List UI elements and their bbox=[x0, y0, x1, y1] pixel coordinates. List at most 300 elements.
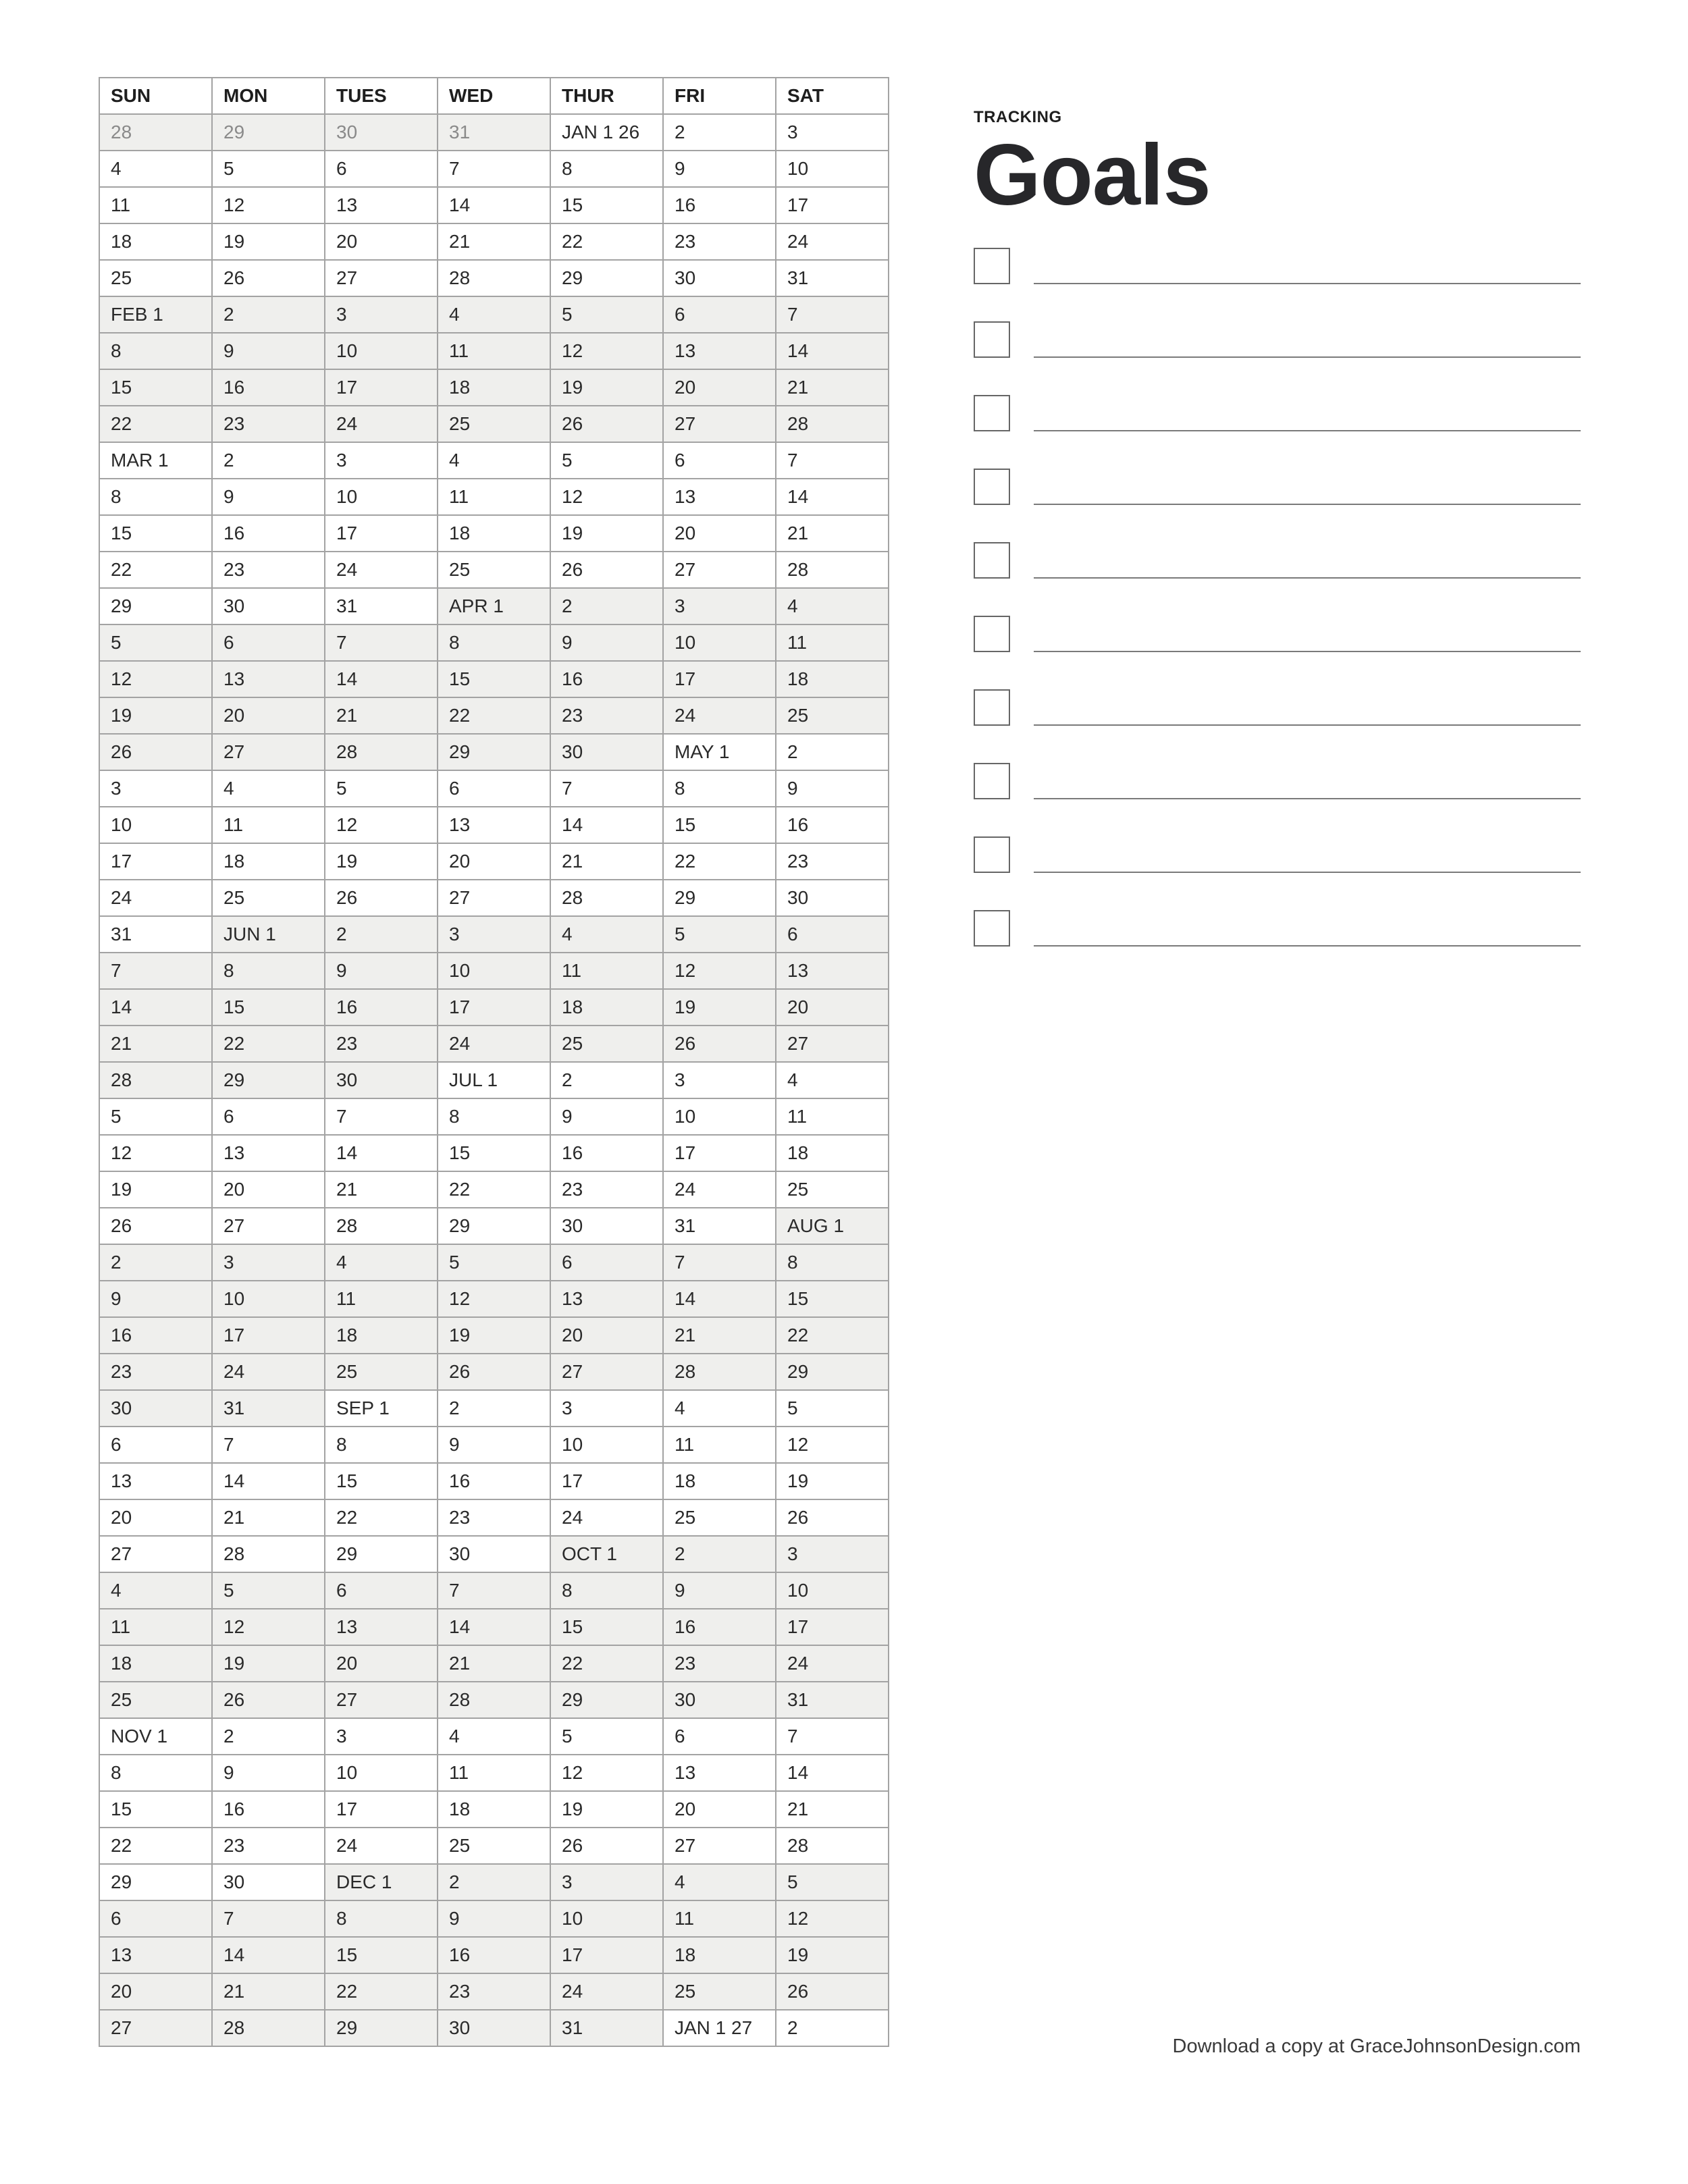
calendar-day-cell: 25 bbox=[438, 406, 550, 442]
calendar-day-cell: 21 bbox=[550, 843, 663, 880]
calendar-day-cell: 2 bbox=[212, 1718, 325, 1755]
calendar-day-cell: 6 bbox=[663, 1718, 776, 1755]
calendar-day-cell: 2 bbox=[438, 1390, 550, 1427]
calendar-week-row bbox=[99, 880, 889, 916]
calendar-week-row bbox=[99, 1427, 889, 1463]
calendar-day-cell: 8 bbox=[325, 1427, 438, 1463]
calendar-day-cell: 3 bbox=[99, 770, 212, 807]
calendar-day-cell: 18 bbox=[550, 989, 663, 1026]
calendar-day-cell: 27 bbox=[438, 880, 550, 916]
calendar-day-cell: 31 bbox=[550, 2010, 663, 2046]
calendar-day-cell: 16 bbox=[663, 187, 776, 223]
calendar-day-cell: 28 bbox=[776, 1828, 889, 1864]
calendar-day-cell: 5 bbox=[212, 1572, 325, 1609]
calendar-day-cell: 30 bbox=[438, 1536, 550, 1572]
calendar-week-row bbox=[99, 1937, 889, 1973]
calendar-day-cell: 21 bbox=[99, 1026, 212, 1062]
calendar-day-cell: 10 bbox=[776, 151, 889, 187]
calendar-week-row bbox=[99, 1317, 889, 1354]
calendar-day-cell: 5 bbox=[776, 1864, 889, 1900]
calendar-day-cell: 24 bbox=[663, 1171, 776, 1208]
calendar-day-cell: 28 bbox=[99, 114, 212, 151]
goal-write-line[interactable] bbox=[1034, 356, 1581, 358]
goal-item bbox=[974, 542, 1581, 581]
calendar-day-cell: 23 bbox=[438, 1499, 550, 1536]
calendar-day-cell: 25 bbox=[663, 1499, 776, 1536]
goal-write-line[interactable] bbox=[1034, 724, 1581, 726]
calendar-day-cell: 3 bbox=[663, 1062, 776, 1098]
calendar-day-cell: 26 bbox=[438, 1354, 550, 1390]
goal-checkbox[interactable] bbox=[974, 542, 1010, 579]
calendar-day-cell: 24 bbox=[325, 1828, 438, 1864]
calendar-day-cell: 6 bbox=[438, 770, 550, 807]
calendar-week-row bbox=[99, 770, 889, 807]
calendar-day-cell: 23 bbox=[776, 843, 889, 880]
calendar-day-cell: 4 bbox=[438, 1718, 550, 1755]
calendar-day-cell: 21 bbox=[325, 1171, 438, 1208]
calendar-day-cell: 6 bbox=[212, 624, 325, 661]
calendar-day-cell: 4 bbox=[663, 1390, 776, 1427]
calendar-day-cell: 16 bbox=[438, 1463, 550, 1499]
calendar-day-cell: 22 bbox=[438, 697, 550, 734]
calendar-day-cell: 27 bbox=[99, 2010, 212, 2046]
calendar-day-cell: 27 bbox=[212, 734, 325, 770]
calendar-day-cell: 23 bbox=[212, 1828, 325, 1864]
goal-checkbox[interactable] bbox=[974, 910, 1010, 947]
goal-checkbox[interactable] bbox=[974, 248, 1010, 284]
calendar-week-row bbox=[99, 916, 889, 953]
calendar-day-cell: 14 bbox=[776, 333, 889, 369]
calendar-day-cell: 20 bbox=[99, 1973, 212, 2010]
calendar-day-cell: 27 bbox=[663, 406, 776, 442]
calendar-day-cell: 25 bbox=[325, 1354, 438, 1390]
calendar-day-cell: 18 bbox=[663, 1463, 776, 1499]
calendar-day-cell: 7 bbox=[776, 1718, 889, 1755]
calendar-day-cell: 5 bbox=[776, 1390, 889, 1427]
calendar-day-cell: 18 bbox=[438, 369, 550, 406]
calendar-day-cell: 30 bbox=[438, 2010, 550, 2046]
calendar-day-cell: 23 bbox=[212, 552, 325, 588]
calendar-day-cell: 15 bbox=[550, 1609, 663, 1645]
calendar-day-cell: 27 bbox=[776, 1026, 889, 1062]
calendar-week-row bbox=[99, 588, 889, 624]
calendar-day-cell: 11 bbox=[99, 1609, 212, 1645]
calendar-day-cell: 3 bbox=[776, 1536, 889, 1572]
calendar-week-row bbox=[99, 953, 889, 989]
goal-checkbox[interactable] bbox=[974, 395, 1010, 431]
calendar-day-cell: 14 bbox=[776, 1755, 889, 1791]
calendar-week-row bbox=[99, 1645, 889, 1682]
calendar-day-cell: 12 bbox=[212, 1609, 325, 1645]
calendar-day-cell: 6 bbox=[663, 296, 776, 333]
calendar-day-cell: 5 bbox=[550, 1718, 663, 1755]
day-header-wed: WED bbox=[438, 78, 550, 114]
calendar-day-cell: 15 bbox=[325, 1937, 438, 1973]
calendar-week-row bbox=[99, 1536, 889, 1572]
calendar-day-cell: 10 bbox=[550, 1427, 663, 1463]
calendar-day-cell: 6 bbox=[663, 442, 776, 479]
calendar-day-cell: 26 bbox=[212, 1682, 325, 1718]
calendar-day-cell: 22 bbox=[663, 843, 776, 880]
calendar-day-cell: 11 bbox=[663, 1900, 776, 1937]
goal-checkbox[interactable] bbox=[974, 763, 1010, 799]
calendar-day-cell: 16 bbox=[550, 1135, 663, 1171]
calendar-day-cell: 30 bbox=[325, 1062, 438, 1098]
calendar-day-cell: 26 bbox=[99, 1208, 212, 1244]
calendar-week-row bbox=[99, 1135, 889, 1171]
calendar-day-cell: 5 bbox=[663, 916, 776, 953]
calendar-day-cell: 13 bbox=[438, 807, 550, 843]
calendar-day-cell: 12 bbox=[99, 661, 212, 697]
calendar-day-cell: 20 bbox=[438, 843, 550, 880]
calendar-day-cell: 4 bbox=[438, 296, 550, 333]
calendar-day-cell: 11 bbox=[663, 1427, 776, 1463]
calendar-day-cell: 5 bbox=[325, 770, 438, 807]
calendar-day-cell: 30 bbox=[663, 1682, 776, 1718]
calendar-day-cell: 24 bbox=[550, 1499, 663, 1536]
calendar-day-cell: 22 bbox=[550, 223, 663, 260]
calendar-day-cell: 10 bbox=[663, 1098, 776, 1135]
calendar-day-cell: 26 bbox=[776, 1499, 889, 1536]
calendar-day-cell: 13 bbox=[325, 187, 438, 223]
calendar-day-cell: 28 bbox=[663, 1354, 776, 1390]
calendar-day-cell: 17 bbox=[550, 1937, 663, 1973]
calendar-day-cell: 18 bbox=[212, 843, 325, 880]
calendar-week-row bbox=[99, 187, 889, 223]
calendar-day-cell: 22 bbox=[325, 1973, 438, 2010]
calendar-day-cell: 12 bbox=[776, 1900, 889, 1937]
calendar-day-cell: 13 bbox=[99, 1937, 212, 1973]
calendar-day-cell: 8 bbox=[99, 333, 212, 369]
calendar-day-cell: 17 bbox=[325, 515, 438, 552]
calendar-day-cell: 26 bbox=[212, 260, 325, 296]
calendar-day-cell: 25 bbox=[438, 552, 550, 588]
calendar-day-cell: 20 bbox=[663, 1791, 776, 1828]
calendar-day-cell: 8 bbox=[776, 1244, 889, 1281]
calendar-week-row bbox=[99, 515, 889, 552]
calendar-day-cell: 29 bbox=[550, 1682, 663, 1718]
calendar-day-cell: 28 bbox=[99, 1062, 212, 1098]
calendar-day-cell: 19 bbox=[99, 1171, 212, 1208]
calendar-week-row bbox=[99, 223, 889, 260]
calendar-day-cell: 23 bbox=[663, 1645, 776, 1682]
calendar-day-cell: 16 bbox=[325, 989, 438, 1026]
calendar-day-cell: 2 bbox=[212, 296, 325, 333]
calendar-day-cell: 9 bbox=[550, 1098, 663, 1135]
calendar-day-cell: 23 bbox=[438, 1973, 550, 2010]
calendar-day-cell: 7 bbox=[99, 953, 212, 989]
calendar-day-cell: 17 bbox=[325, 369, 438, 406]
calendar-day-cell: 29 bbox=[438, 734, 550, 770]
goal-checkbox[interactable] bbox=[974, 689, 1010, 726]
calendar-day-cell: 8 bbox=[550, 1572, 663, 1609]
calendar-day-cell: 23 bbox=[663, 223, 776, 260]
calendar-day-cell: 18 bbox=[438, 515, 550, 552]
calendar-day-cell: 22 bbox=[99, 406, 212, 442]
calendar-day-cell: 7 bbox=[325, 1098, 438, 1135]
calendar-day-cell: 28 bbox=[776, 406, 889, 442]
calendar-day-cell: 27 bbox=[212, 1208, 325, 1244]
calendar-day-cell: 2 bbox=[663, 114, 776, 151]
calendar-day-cell: 12 bbox=[550, 1755, 663, 1791]
calendar-day-cell: 15 bbox=[99, 1791, 212, 1828]
calendar-day-cell: 28 bbox=[776, 552, 889, 588]
calendar-day-cell: 28 bbox=[325, 734, 438, 770]
day-header-sat: SAT bbox=[776, 78, 889, 114]
day-header-thur: THUR bbox=[550, 78, 663, 114]
calendar-day-cell: 19 bbox=[663, 989, 776, 1026]
calendar-day-cell: 29 bbox=[212, 114, 325, 151]
calendar-day-cell: 11 bbox=[212, 807, 325, 843]
calendar-day-cell: 18 bbox=[325, 1317, 438, 1354]
calendar-day-cell: 17 bbox=[776, 187, 889, 223]
calendar-day-cell: 15 bbox=[99, 369, 212, 406]
goal-checkbox[interactable] bbox=[974, 836, 1010, 873]
calendar-day-cell: 3 bbox=[550, 1864, 663, 1900]
calendar-day-cell: 31 bbox=[776, 260, 889, 296]
calendar-day-cell: 4 bbox=[99, 151, 212, 187]
calendar-day-cell: 10 bbox=[550, 1900, 663, 1937]
goal-checkbox[interactable] bbox=[974, 616, 1010, 652]
calendar-week-row bbox=[99, 2010, 889, 2046]
calendar-day-cell: 4 bbox=[776, 1062, 889, 1098]
calendar-day-cell: 12 bbox=[325, 807, 438, 843]
calendar-week-row bbox=[99, 1062, 889, 1098]
calendar-day-cell: 2 bbox=[550, 1062, 663, 1098]
goal-item bbox=[974, 469, 1581, 508]
calendar-day-cell: 23 bbox=[212, 406, 325, 442]
calendar-day-cell: 14 bbox=[212, 1463, 325, 1499]
calendar-day-cell: 16 bbox=[550, 661, 663, 697]
calendar-week-row bbox=[99, 1171, 889, 1208]
calendar-day-cell: APR 1 bbox=[438, 588, 550, 624]
calendar-day-cell: 5 bbox=[99, 1098, 212, 1135]
calendar-day-cell: 19 bbox=[212, 1645, 325, 1682]
calendar-day-cell: 12 bbox=[776, 1427, 889, 1463]
calendar-day-cell: 5 bbox=[550, 296, 663, 333]
calendar-day-cell: JAN 1 26 bbox=[550, 114, 663, 151]
calendar-day-cell: 25 bbox=[99, 1682, 212, 1718]
calendar-day-cell: 8 bbox=[212, 953, 325, 989]
calendar-day-cell: 15 bbox=[438, 1135, 550, 1171]
goal-write-line[interactable] bbox=[1034, 798, 1581, 799]
calendar-day-cell: 28 bbox=[550, 880, 663, 916]
calendar-day-cell: 18 bbox=[99, 1645, 212, 1682]
calendar-day-cell: 20 bbox=[212, 1171, 325, 1208]
calendar-day-cell: 10 bbox=[325, 333, 438, 369]
calendar-day-cell: 28 bbox=[438, 1682, 550, 1718]
calendar-day-cell: 6 bbox=[325, 151, 438, 187]
calendar-day-cell: 16 bbox=[99, 1317, 212, 1354]
calendar-day-cell: 28 bbox=[212, 1536, 325, 1572]
calendar-day-cell: 11 bbox=[776, 624, 889, 661]
calendar-day-cell: 10 bbox=[663, 624, 776, 661]
calendar-day-cell: 3 bbox=[663, 588, 776, 624]
calendar-day-cell: 20 bbox=[99, 1499, 212, 1536]
calendar-week-row bbox=[99, 1390, 889, 1427]
calendar-day-cell: 29 bbox=[212, 1062, 325, 1098]
calendar-week-row bbox=[99, 1026, 889, 1062]
calendar-day-cell: 10 bbox=[325, 479, 438, 515]
calendar-day-cell: 25 bbox=[663, 1973, 776, 2010]
calendar-day-cell: 4 bbox=[438, 442, 550, 479]
calendar-day-cell: 5 bbox=[550, 442, 663, 479]
calendar-day-cell: 14 bbox=[776, 479, 889, 515]
calendar-day-cell: 6 bbox=[550, 1244, 663, 1281]
calendar-day-cell: 17 bbox=[663, 661, 776, 697]
calendar-day-cell: 21 bbox=[663, 1317, 776, 1354]
calendar-day-cell: 13 bbox=[325, 1609, 438, 1645]
goal-write-line[interactable] bbox=[1034, 872, 1581, 873]
calendar-day-cell: 22 bbox=[550, 1645, 663, 1682]
goal-write-line[interactable] bbox=[1034, 945, 1581, 947]
calendar-week-row bbox=[99, 296, 889, 333]
calendar-day-cell: 12 bbox=[550, 333, 663, 369]
calendar-week-row bbox=[99, 1755, 889, 1791]
year-calendar-table bbox=[99, 77, 889, 2047]
calendar-day-cell: 23 bbox=[99, 1354, 212, 1390]
calendar-day-cell: 11 bbox=[325, 1281, 438, 1317]
calendar-week-row bbox=[99, 1499, 889, 1536]
calendar-day-cell: 31 bbox=[438, 114, 550, 151]
calendar-header-row bbox=[99, 78, 889, 114]
calendar-day-cell: 25 bbox=[99, 260, 212, 296]
calendar-day-cell: 17 bbox=[550, 1463, 663, 1499]
goal-item bbox=[974, 689, 1581, 728]
calendar-day-cell: 19 bbox=[99, 697, 212, 734]
calendar-day-cell: 18 bbox=[663, 1937, 776, 1973]
calendar-day-cell: 20 bbox=[325, 223, 438, 260]
goal-item bbox=[974, 763, 1581, 802]
goal-item bbox=[974, 321, 1581, 361]
calendar-day-cell: 17 bbox=[99, 843, 212, 880]
calendar-day-cell: 27 bbox=[325, 1682, 438, 1718]
calendar-day-cell: 22 bbox=[776, 1317, 889, 1354]
calendar-day-cell: 27 bbox=[325, 260, 438, 296]
calendar-week-row bbox=[99, 1609, 889, 1645]
calendar-day-cell: 26 bbox=[325, 880, 438, 916]
calendar-day-cell: 14 bbox=[438, 1609, 550, 1645]
calendar-day-cell: 16 bbox=[438, 1937, 550, 1973]
calendar-day-cell: SEP 1 bbox=[325, 1390, 438, 1427]
calendar-day-cell: 21 bbox=[776, 369, 889, 406]
calendar-day-cell: 11 bbox=[99, 187, 212, 223]
calendar-day-cell: 10 bbox=[325, 1755, 438, 1791]
calendar-day-cell: 24 bbox=[325, 552, 438, 588]
calendar-day-cell: 26 bbox=[776, 1973, 889, 2010]
calendar-day-cell: 18 bbox=[438, 1791, 550, 1828]
calendar-day-cell: 18 bbox=[776, 1135, 889, 1171]
calendar-week-row bbox=[99, 1973, 889, 2010]
calendar-day-cell: 4 bbox=[99, 1572, 212, 1609]
calendar-day-cell: 12 bbox=[550, 479, 663, 515]
calendar-week-row bbox=[99, 1572, 889, 1609]
calendar-day-cell: 18 bbox=[776, 661, 889, 697]
calendar-day-cell: 29 bbox=[438, 1208, 550, 1244]
calendar-week-row bbox=[99, 369, 889, 406]
calendar-day-cell: 5 bbox=[212, 151, 325, 187]
calendar-day-cell: 4 bbox=[663, 1864, 776, 1900]
goal-write-line[interactable] bbox=[1034, 283, 1581, 284]
calendar-day-cell: 7 bbox=[438, 151, 550, 187]
calendar-day-cell: 27 bbox=[663, 552, 776, 588]
calendar-day-cell: 31 bbox=[663, 1208, 776, 1244]
calendar-day-cell: 13 bbox=[99, 1463, 212, 1499]
calendar-day-cell: 9 bbox=[438, 1427, 550, 1463]
calendar-day-cell: 9 bbox=[99, 1281, 212, 1317]
calendar-day-cell: 9 bbox=[550, 624, 663, 661]
calendar-day-cell: 30 bbox=[212, 588, 325, 624]
calendar-day-cell: 3 bbox=[325, 296, 438, 333]
calendar-day-cell: 29 bbox=[663, 880, 776, 916]
calendar-week-row bbox=[99, 333, 889, 369]
calendar-day-cell: 21 bbox=[438, 1645, 550, 1682]
calendar-day-cell: 2 bbox=[325, 916, 438, 953]
calendar-day-cell: 15 bbox=[550, 187, 663, 223]
calendar-day-cell: 2 bbox=[776, 2010, 889, 2046]
calendar-day-cell: 8 bbox=[325, 1900, 438, 1937]
calendar-day-cell: 8 bbox=[438, 624, 550, 661]
calendar-week-row bbox=[99, 1718, 889, 1755]
calendar-day-cell: 30 bbox=[550, 734, 663, 770]
goal-write-line[interactable] bbox=[1034, 577, 1581, 579]
calendar-day-cell: 8 bbox=[99, 1755, 212, 1791]
calendar-day-cell: 13 bbox=[663, 1755, 776, 1791]
calendar-week-row bbox=[99, 151, 889, 187]
calendar-day-cell: 14 bbox=[212, 1937, 325, 1973]
calendar-day-cell: 3 bbox=[776, 114, 889, 151]
calendar-day-cell: 19 bbox=[212, 223, 325, 260]
goal-write-line[interactable] bbox=[1034, 430, 1581, 431]
calendar-day-cell: 27 bbox=[663, 1828, 776, 1864]
calendar-day-cell: 7 bbox=[325, 624, 438, 661]
calendar-day-cell: 14 bbox=[438, 187, 550, 223]
calendar-day-cell: 21 bbox=[325, 697, 438, 734]
calendar-day-cell: 24 bbox=[550, 1973, 663, 2010]
calendar-day-cell: 26 bbox=[99, 734, 212, 770]
calendar-week-row bbox=[99, 1864, 889, 1900]
calendar-day-cell: 4 bbox=[212, 770, 325, 807]
calendar-day-cell: 19 bbox=[550, 1791, 663, 1828]
calendar-day-cell: 23 bbox=[325, 1026, 438, 1062]
calendar-day-cell: 25 bbox=[550, 1026, 663, 1062]
goal-checkbox[interactable] bbox=[974, 469, 1010, 505]
goal-write-line[interactable] bbox=[1034, 651, 1581, 652]
day-header-fri: FRI bbox=[663, 78, 776, 114]
calendar-day-cell: 14 bbox=[99, 989, 212, 1026]
calendar-day-cell: 7 bbox=[663, 1244, 776, 1281]
calendar-day-cell: 23 bbox=[550, 697, 663, 734]
calendar-week-row bbox=[99, 442, 889, 479]
calendar-day-cell: 11 bbox=[776, 1098, 889, 1135]
calendar-day-cell: 2 bbox=[663, 1536, 776, 1572]
goal-write-line[interactable] bbox=[1034, 504, 1581, 505]
calendar-day-cell: 11 bbox=[550, 953, 663, 989]
calendar-week-row bbox=[99, 1682, 889, 1718]
calendar-day-cell: 16 bbox=[776, 807, 889, 843]
calendar-week-row bbox=[99, 989, 889, 1026]
calendar-day-cell: 29 bbox=[776, 1354, 889, 1390]
calendar-day-cell: 25 bbox=[438, 1828, 550, 1864]
goal-item bbox=[974, 836, 1581, 876]
calendar-week-row bbox=[99, 624, 889, 661]
calendar-day-cell: 10 bbox=[212, 1281, 325, 1317]
calendar-day-cell: 10 bbox=[438, 953, 550, 989]
calendar-day-cell: 14 bbox=[550, 807, 663, 843]
goal-checkbox[interactable] bbox=[974, 321, 1010, 358]
calendar-day-cell: 20 bbox=[776, 989, 889, 1026]
calendar-week-row bbox=[99, 1098, 889, 1135]
